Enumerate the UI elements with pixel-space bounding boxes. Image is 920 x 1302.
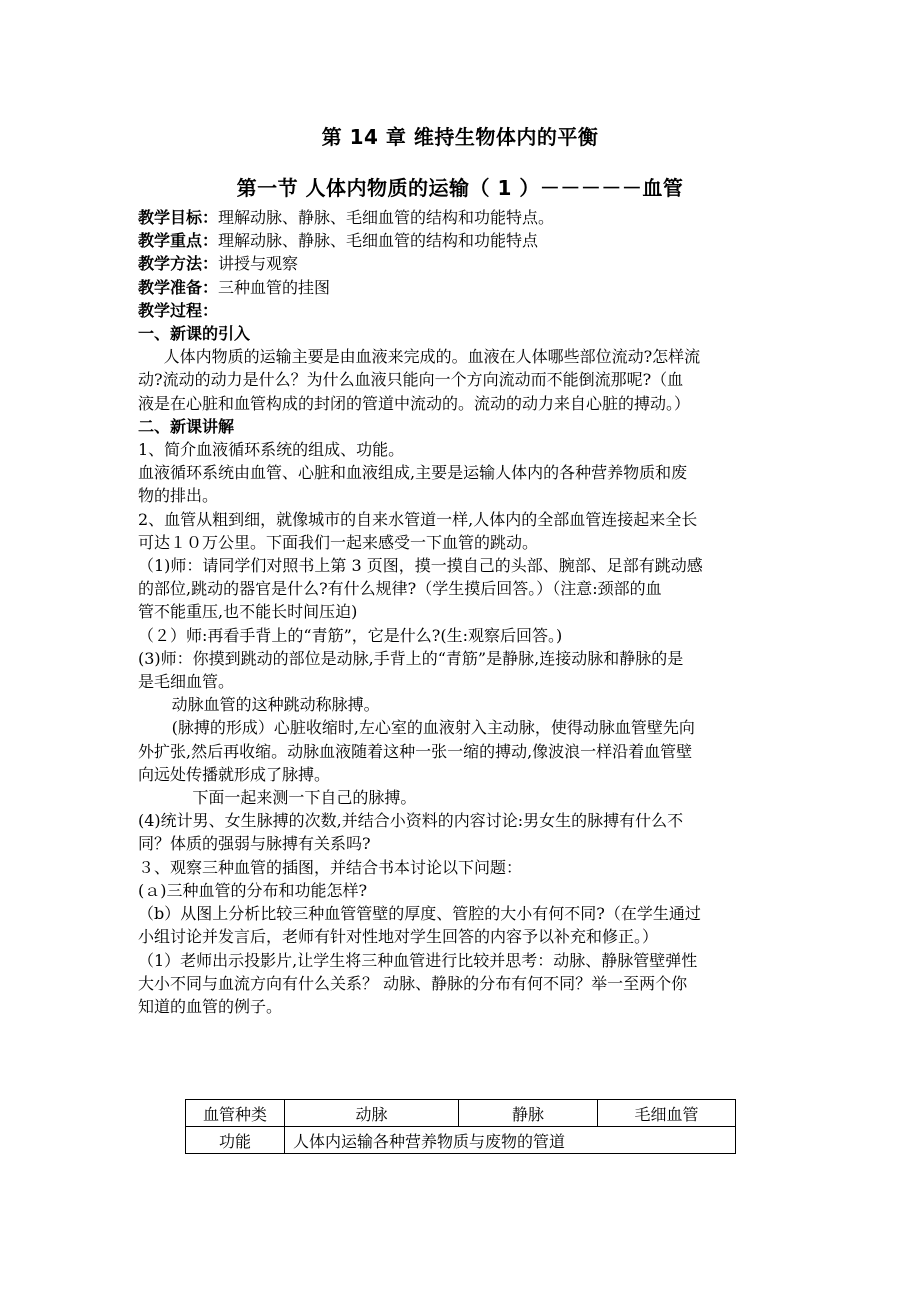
intro-line: 液是在心脏和血管构成的封闭的管道中流动的。流动的动力来自心脏的搏动。） (138, 393, 691, 413)
intro-line: 人体内物质的运输主要是由血液来完成的。血液在人体哪些部位流动?怎样流 (163, 347, 701, 367)
meta-label: 教学过程： (138, 300, 219, 320)
section-title: 第一节 人体内物质的运输（ 1 ）－－－－－血管 (236, 176, 684, 200)
meta-value: 理解动脉、静脉、毛细血管的结构和功能特点。 (218, 208, 555, 227)
table-header-cell: 动脉 (285, 1100, 459, 1127)
body-line: （1)师：请同学们对照书上第 3 页图，摸一摸自己的头部、腕部、足部有跳动感 (138, 556, 703, 576)
vessel-table (185, 1099, 736, 1154)
meta-label: 教学准备： (138, 277, 219, 297)
body-line: 小组讨论并发言后，老师有针对性地对学生回答的内容予以补充和修正。） (138, 927, 659, 947)
lesson-content (138, 206, 786, 1018)
meta-label: 教学方法： (138, 254, 219, 274)
body-line: 物的排出。 (138, 486, 219, 506)
body-line: 的部位,跳动的器官是什么?有什么规律?（学生摸后回答。）（注意:颈部的血 (138, 579, 662, 599)
body-line: 外扩张,然后再收缩。动脉血液随着这种一张一缩的搏动,像波浪一样沿着血管壁 (138, 741, 693, 761)
body-line: (脉搏的形成）心脏收缩时,左心室的血液射入主动脉，使得动脉血管壁先向 (171, 718, 695, 738)
meta-value: 理解动脉、静脉、毛细血管的结构和功能特点 (218, 231, 539, 251)
body-line: (4)统计男、女生脉搏的次数,并结合小资料的内容讨论:男女生的脉搏有什么不 (138, 811, 684, 831)
body-line: 是毛细血管。 (138, 672, 235, 692)
body-line: (3)师：你摸到跳动的部位是动脉,手背上的“青筋”是静脉,连接动脉和静脉的是 (138, 648, 684, 668)
chapter-title: 第 14 章 维持生物体内的平衡 (321, 125, 599, 149)
body-line: 动脉血管的这种跳动称脉搏。 (171, 695, 380, 715)
table-header-cell: 血管种类 (186, 1100, 285, 1127)
body-line: 1、简介血液循环系统的组成、功能。 (138, 440, 405, 460)
body-line: 向远处传播就形成了脉搏。 (138, 764, 331, 784)
table-row-label: 功能 (186, 1127, 285, 1154)
meta-value: 三种血管的挂图 (218, 277, 331, 297)
body-line: 知道的血管的例子。 (138, 996, 283, 1016)
body-line: 血液循环系统由血管、心脏和血液组成,主要是运输人体内的各种营养物质和废 (138, 463, 688, 483)
body-line: 2、血管从粗到细，就像城市的自来水管道一样,人体内的全部血管连接起来全长 (138, 509, 698, 529)
meta-objective (138, 206, 786, 229)
meta-value: 讲授与观察 (218, 254, 299, 274)
meta-preparation (138, 276, 786, 299)
body-line: 大小不同与血流方向有什么关系？ 动脉、静脉的分布有何不同？举一至两个你 (138, 973, 688, 993)
body-line: （1）老师出示投影片,让学生将三种血管进行比较并思考：动脉、静脉管壁弹性 (138, 950, 698, 970)
section-heading-lecture: 二、新课讲解 (138, 416, 235, 436)
body-line: （b）从图上分析比较三种血管管壁的厚度、管腔的大小有何不同?（在学生通过 (138, 904, 701, 924)
body-line: 同？体质的强弱与脉搏有关系吗? (138, 834, 371, 854)
table-row (186, 1127, 736, 1154)
meta-label: 教学重点： (138, 231, 219, 251)
table-header-cell: 静脉 (459, 1100, 598, 1127)
meta-method (138, 252, 786, 275)
body-line: ３、观察三种血管的插图，并结合书本讨论以下问题： (138, 857, 523, 877)
meta-process (138, 299, 786, 322)
body-line: 下面一起来测一下自己的脉搏。 (192, 788, 417, 808)
intro-line: 动?流动的动力是什么？为什么血液只能向一个方向流动而不能倒流那呢?（血 (138, 370, 684, 390)
meta-label: 教学目标： (138, 208, 219, 227)
body-line: (ａ)三种血管的分布和功能怎样? (138, 880, 368, 900)
section-heading-intro: 一、新课的引入 (138, 324, 251, 344)
table-row (186, 1100, 736, 1127)
body-line: 可达１０万公里。下面我们一起来感受一下血管的跳动。 (138, 532, 539, 552)
body-line: （２）师:再看手背上的“青筋”，它是什么?(生:观察后回答。) (138, 625, 563, 645)
table-header-cell: 毛细血管 (598, 1100, 736, 1127)
body-line: 管不能重压,也不能长时间压迫) (138, 602, 358, 622)
meta-focus (138, 229, 786, 252)
table-cell: 人体内运输各种营养物质与废物的管道 (285, 1127, 736, 1154)
